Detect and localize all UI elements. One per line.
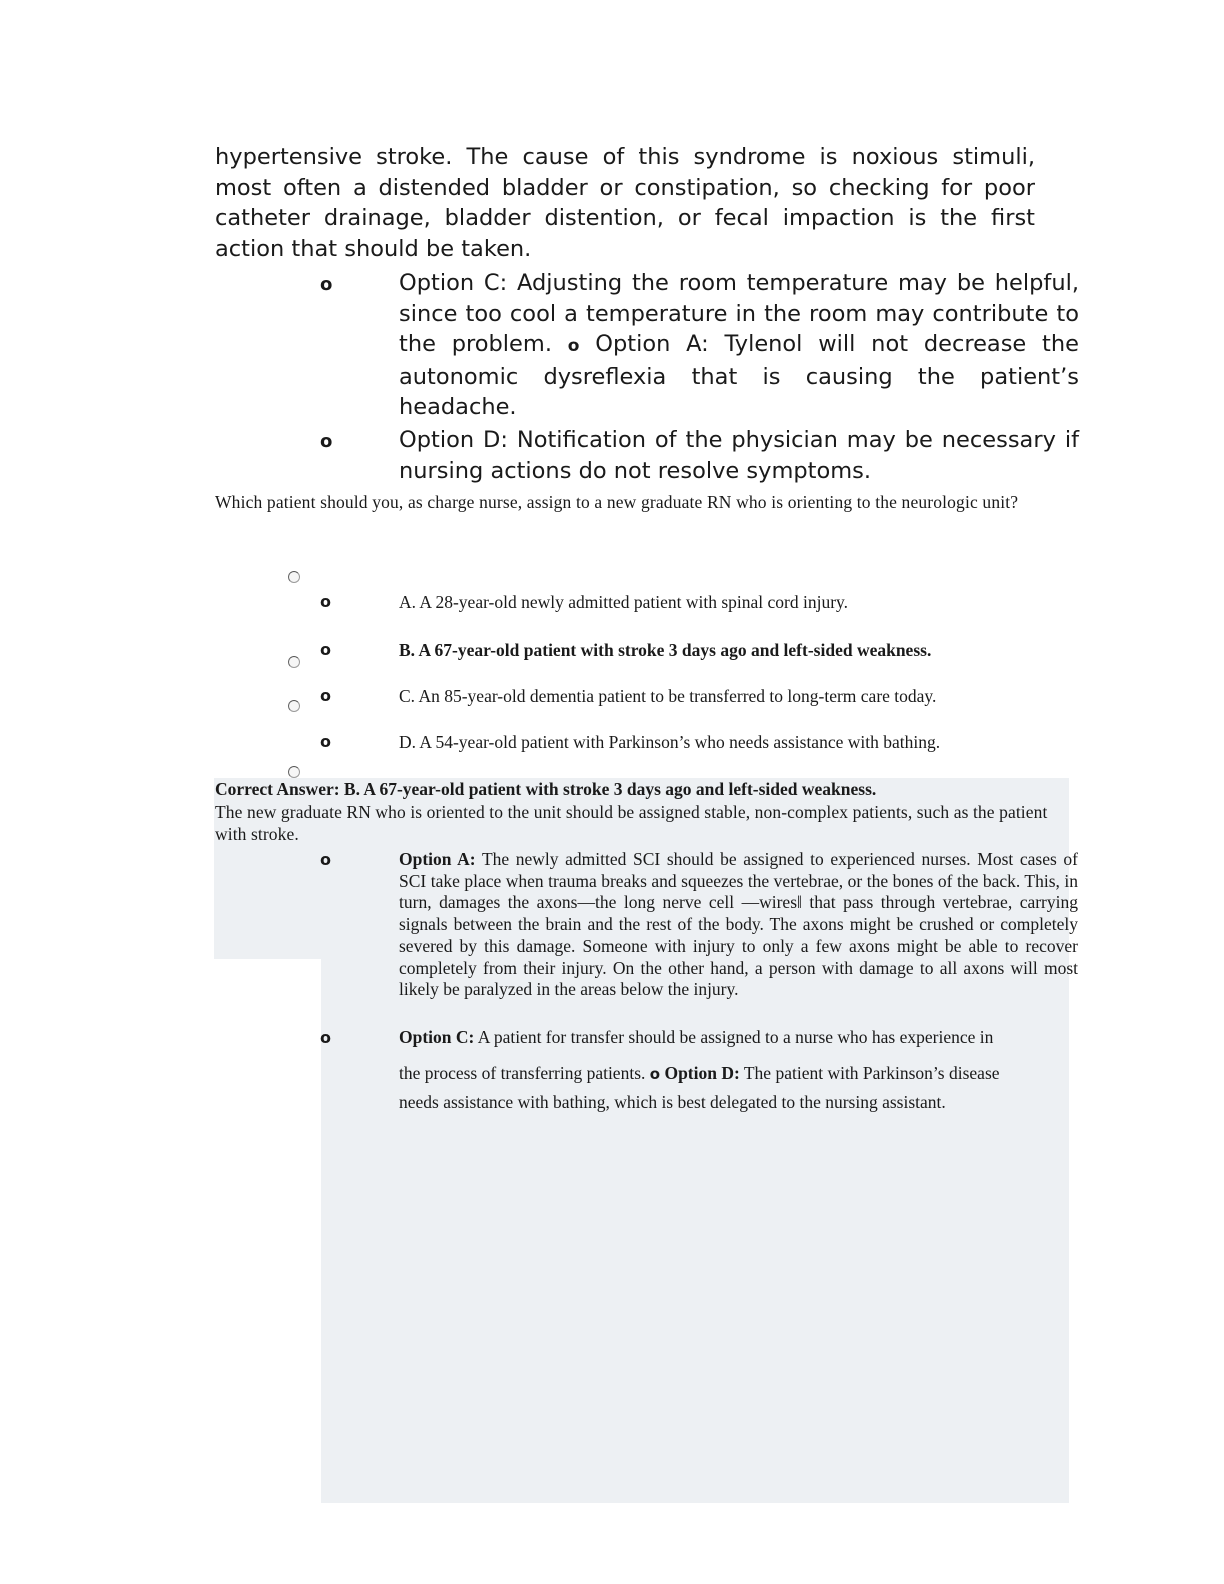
prior-option-c [399,268,1079,423]
option-d-text: Notification of the physician may be necessary if nursing actions do not resolve symptoms. [399,427,1079,484]
option-c-text: Adjusting the room temperature may be helpful, since too cool a temperature in the room may contribute to the problem. [399,270,1079,357]
option-a-label: Option A: [595,331,709,357]
explanation-c-text: A patient for transfer should be assigned to a nurse who has experience in [474,1027,994,1047]
answer-option-c[interactable]: C. An 85-year-old dementia patient to be transferred to long-term care today. [399,686,937,706]
explanation-a-label: Option A: [399,849,476,869]
explanation-c-text-line2: the process of transferring patients. [399,1063,650,1083]
correct-answer: Correct Answer: B. A 67-year-old patient with stroke 3 days ago and left-sided weakness. [215,779,877,799]
question-text: Which patient should you, as charge nurse, assign to a new graduate RN who is orienting to the neurologic unit? [215,492,1019,512]
explanation-d-label: Option D: [664,1063,740,1083]
bullet-icon: o [320,850,331,869]
option-d-label: Option D: [399,427,508,453]
top-paragraph: hypertensive stroke. The cause of this syndrome is noxious stimuli, most often a distended bladder or constipation, so checking for poor catheter drainage, bladder distention, or fecal impaction is the first action that should be taken. [215,144,1035,262]
answer-option-d[interactable]: D. A 54-year-old patient with Parkinson’s who needs assistance with bathing. [399,732,941,752]
explanation-option-c [399,1027,1078,1049]
explanation-option-c-continued [399,1063,1078,1086]
radio-button[interactable] [288,766,300,778]
explanation-c-label: Option C: [399,1027,475,1047]
answer-option-a[interactable]: A. A 28-year-old newly admitted patient with spinal cord injury. [399,592,849,612]
bullet-icon: o [320,1028,331,1047]
bullet-icon: o [320,431,333,452]
bullet-icon: o [320,686,331,705]
bullet-icon: o [320,592,331,611]
bullet-icon: o [320,640,331,659]
radio-button[interactable] [288,571,300,583]
explanation-a-text: The newly admitted SCI should be assigned to experienced nurses. Most cases of SCI take place when trauma breaks and squeezes the vertebrae, or the bones of the back. This, in turn, damages the axons—the long nerve cell —wires‖ that pass through vertebrae, carrying signals between the brain and the rest of the body. The axons might be crushed or completely severed by this damage. Someone with injury to only a few axons might be able to recover completely from their injury. On the other hand, a person with damage to all axons will most likely be paralyzed in the areas below the injury. [399,849,1078,1000]
explanation-option-a [399,849,1078,1001]
answer-option-b[interactable]: B. A 67-year-old patient with stroke 3 days ago and left-sided weakness. [399,640,932,660]
bullet-icon: o [320,732,331,751]
explanation-d-text: The patient with Parkinson’s disease [739,1063,1000,1083]
explanation-option-d-continued: needs assistance with bathing, which is best delegated to the nursing assistant. [399,1092,946,1112]
radio-button[interactable] [288,700,300,712]
bullet-icon: o [567,336,580,356]
option-a-text: Tylenol will not decrease the autonomic dysreflexia that is causing the patient’s headache. [399,331,1079,420]
bullet-icon: o [649,1065,661,1083]
rationale-text: The new graduate RN who is oriented to the unit should be assigned stable, non-complex patients, such as the patient with stroke. [215,802,1048,844]
radio-button[interactable] [288,656,300,668]
option-c-label: Option C: [399,270,508,296]
prior-option-d [399,425,1079,486]
bullet-icon: o [320,274,333,295]
